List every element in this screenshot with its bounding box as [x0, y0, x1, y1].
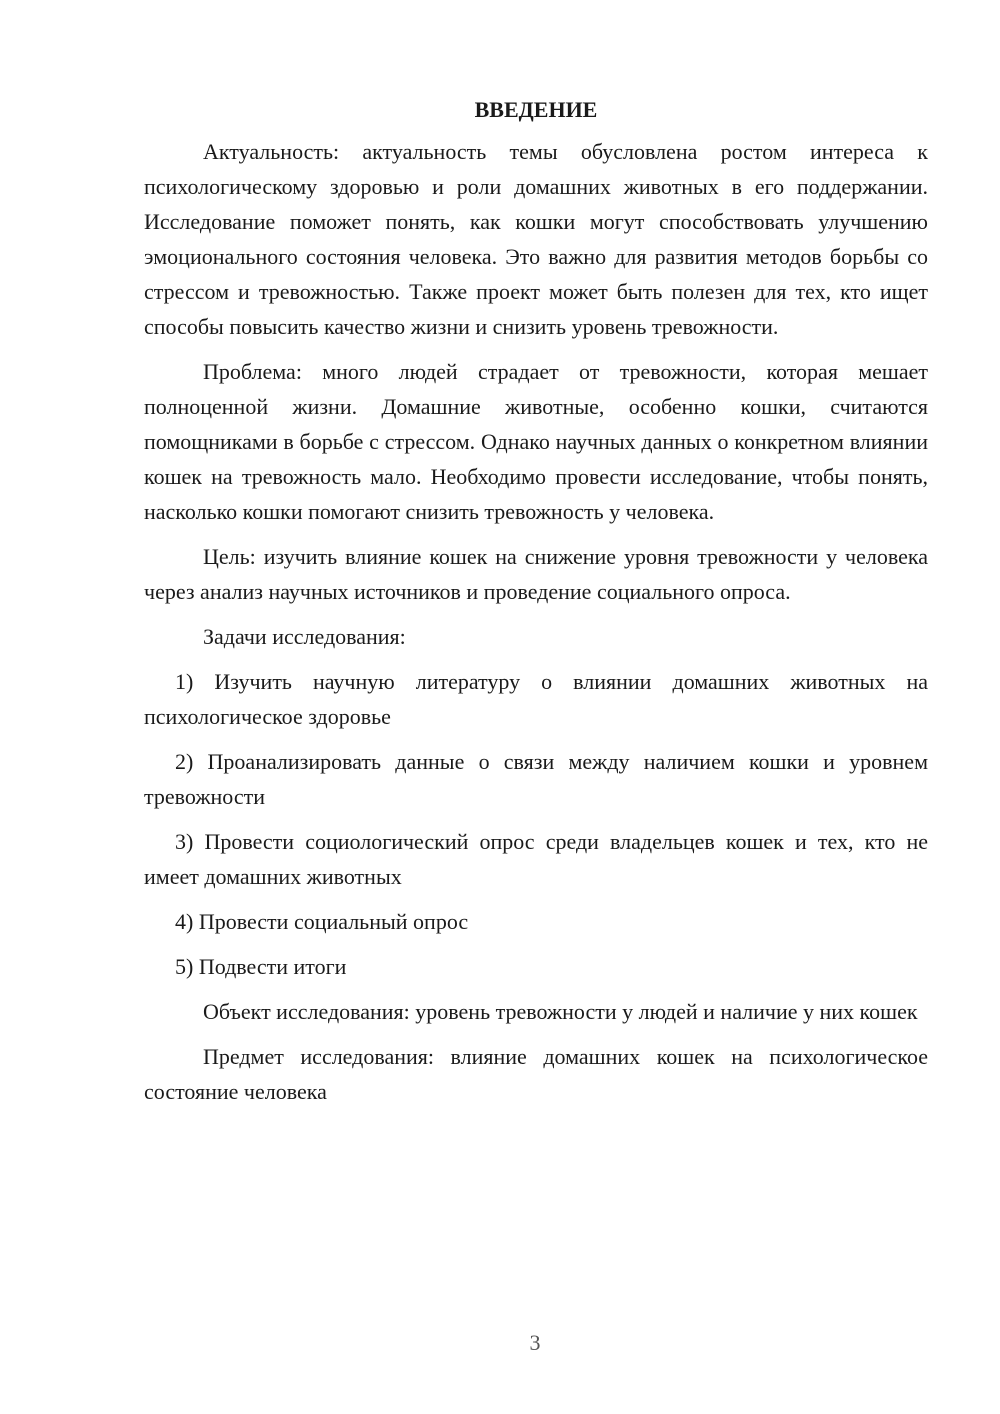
task-item-5: 5) Подвести итоги	[175, 954, 347, 979]
task-item-1: 1) Изучить научную литературу о влиянии домашних животных на психологическое здоровье	[144, 669, 928, 729]
page-title: ВВЕДЕНИЕ	[474, 97, 598, 122]
goal-paragraph: Цель: изучить влияние кошек на снижение уровня тревожности у человека через анализ научных источников и проведение социального опроса.	[144, 544, 928, 604]
relevance-paragraph: Актуальность: актуальность темы обусловлена ростом интереса к психологическому здоровью и роли домашних животных в его поддержании. Исследование поможет понять, как кошки могут способствовать улучшению эмоционального состояния человека. Это важно для развития методов борьбы со стрессом и тревожностью. Также проект может быть полезен для тех, кто ищет способы повысить качество жизни и снизить уровень тревожности.	[144, 139, 928, 339]
task-item-3: 3) Провести социологический опрос среди владельцев кошек и тех, кто не имеет домашних животных	[144, 829, 928, 889]
task-item-4: 4) Провести социальный опрос	[175, 909, 469, 934]
page-number: 3	[529, 1330, 541, 1355]
document-page	[144, 92, 928, 1119]
object-paragraph: Объект исследования: уровень тревожности у людей и наличие у них кошек	[203, 999, 918, 1024]
problem-paragraph: Проблема: много людей страдает от тревожности, которая мешает полноценной жизни. Домашние животные, особенно кошки, считаются помощниками в борьбе с стрессом. Однако научных данных о конкретном влиянии кошек на тревожность мало. Необходимо провести исследование, чтобы понять, насколько кошки помогают снизить тревожность у человека.	[144, 359, 928, 524]
subject-paragraph: Предмет исследования: влияние домашних кошек на психологическое состояние человека	[144, 1044, 928, 1104]
task-item-2: 2) Проанализировать данные о связи между наличием кошки и уровнем тревожности	[144, 749, 928, 809]
tasks-title: Задачи исследования:	[203, 624, 406, 649]
